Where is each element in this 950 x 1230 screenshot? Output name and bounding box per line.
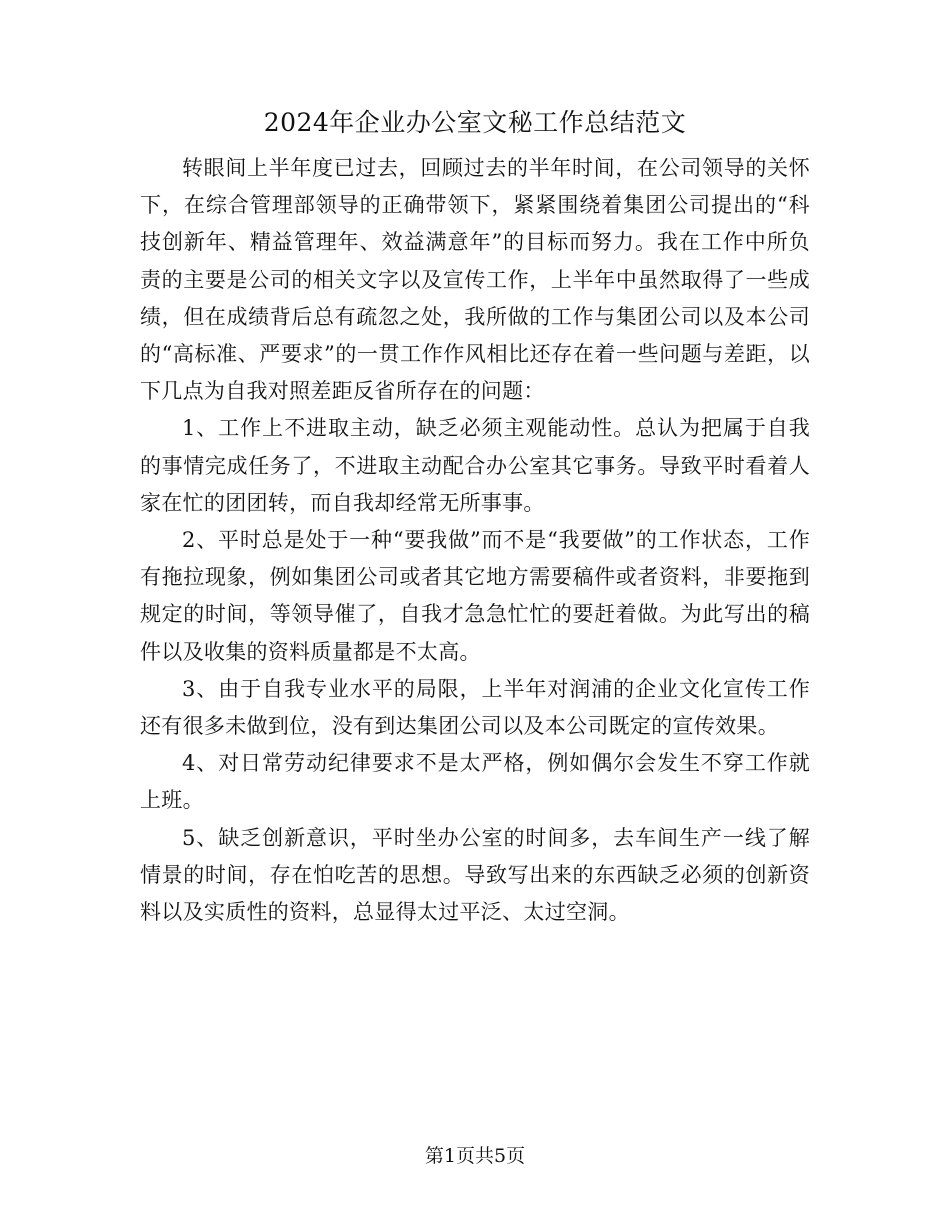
intro-paragraph: 转眼间上半年度已过去，回顾过去的半年时间，在公司领导的关怀下，在综合管理部领导的正确带领下，紧紧围绕着集团公司提出的“科技创新年、精益管理年、效益满意年”的目标而努力。我在工作中所负责的主要是公司的相关文字以及宣传工作，上半年中虽然取得了一些成绩，但在成绩背后总有疏忽之处，我所做的工作与集团公司以及本公司的“高标准、严要求”的一贯工作作风相比还存在着一些问题与差距，以下几点为自我对照差距反省所存在的问题： <box>140 156 810 404</box>
issue-paragraph-1: 1、工作上不进取主动，缺乏必须主观能动性。总认为把属于自我的事情完成任务了，不进取主动配合办公室其它事务。导致平时看着人家在忙的团团转，而自我却经常无所事事。 <box>140 416 810 515</box>
document-title: 2024年企业办公室文秘工作总结范文 <box>263 108 687 137</box>
issue-paragraph-2: 2、平时总是处于一种“要我做”而不是“我要做”的工作状态，工作有拖拉现象，例如集团公司或者其它地方需要稿件或者资料，非要拖到规定的时间，等领导催了，自我才急急忙忙的要赶着做。为此写出的稿件以及收集的资料质量都是不太高。 <box>140 528 810 664</box>
page-number-footer: 第1页共5页 <box>424 1145 526 1167</box>
issue-paragraph-3: 3、由于自我专业水平的局限，上半年对润浦的企业文化宣传工作还有很多未做到位，没有到达集团公司以及本公司既定的宣传效果。 <box>140 676 810 739</box>
issue-paragraph-4: 4、对日常劳动纪律要求不是太严格，例如偶尔会发生不穿工作就上班。 <box>140 751 810 813</box>
document-body <box>140 150 810 931</box>
issue-paragraph-5: 5、缺乏创新意识，平时坐办公室的时间多，去车间生产一线了解情景的时间，存在怕吃苦的思想。导致写出来的东西缺乏必须的创新资料以及实质性的资料，总显得太过平泛、太过空洞。 <box>140 825 810 925</box>
